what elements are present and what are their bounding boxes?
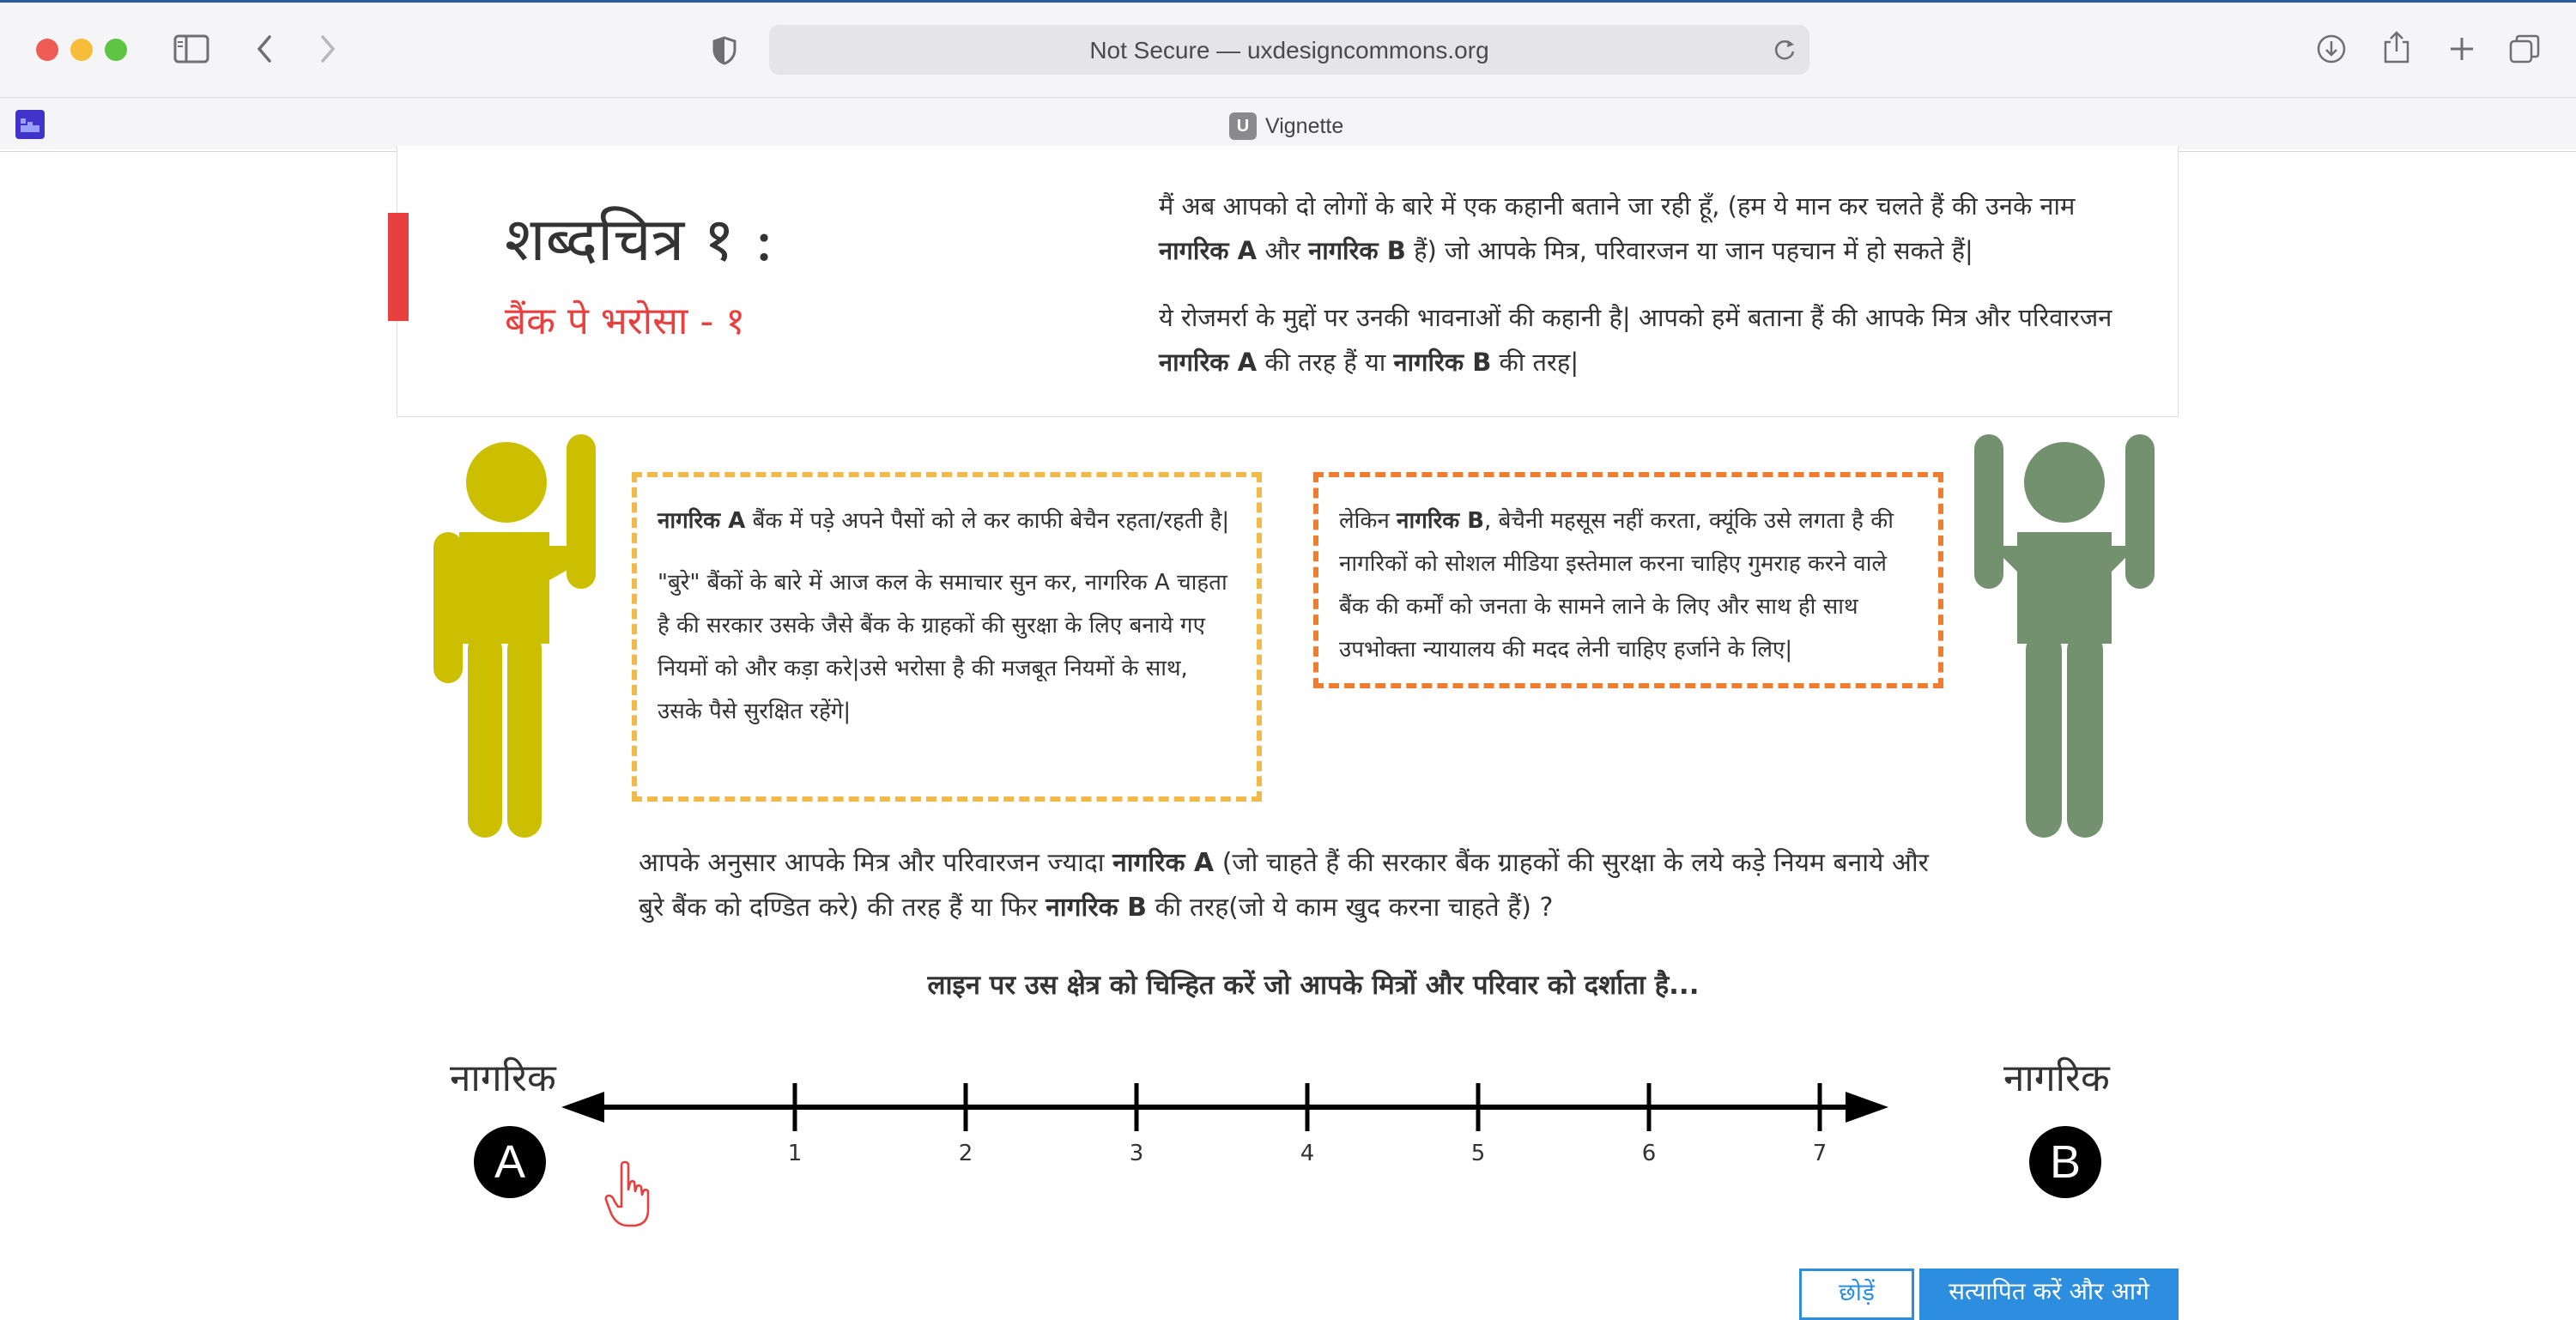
intro-paragraph-1 [1159, 184, 2146, 273]
close-window-button[interactable] [36, 39, 58, 61]
citizen-b-name: नागरिक B [1397, 508, 1485, 534]
intro-text: हैं) जो आपके मित्र, परिवारजन या जान पहचान में हो सकते हैं| [1405, 236, 1973, 265]
hand-pointer-cursor-icon [603, 1160, 654, 1229]
accent-bar [388, 213, 409, 321]
site-favicon-icon: U [1229, 112, 1257, 140]
intro-citizen-a: नागरिक A [1159, 236, 1258, 265]
scale-tick-label: 7 [1812, 1141, 1827, 1166]
zoom-window-button[interactable] [105, 39, 127, 61]
citizen-a-badge: A [474, 1126, 546, 1198]
vignette-subtitle: बैंक पे भरोसा - १ [505, 300, 746, 343]
scale-tick-label: 6 [1641, 1141, 1657, 1166]
intro-citizen-a: नागरिक A [1159, 348, 1258, 377]
intro-citizen-b: नागरिक B [1308, 236, 1406, 265]
skip-button[interactable]: छोड़ें [1799, 1269, 1914, 1320]
citizen-b-badge: B [2029, 1126, 2101, 1198]
address-bar[interactable] [769, 25, 1809, 75]
minimize-window-button[interactable] [70, 39, 93, 61]
new-tab-icon[interactable] [2445, 32, 2479, 66]
citizen-a-paragraph-1 [658, 500, 1236, 542]
question-text [639, 841, 1961, 930]
citizen-a-text: बैंक में पड़े अपने पैसों को ले कर काफी बेचैन रहता/रहती है| [745, 508, 1230, 534]
question-citizen-a: नागरिक A [1112, 848, 1215, 878]
citizen-a-name: नागरिक A [658, 508, 746, 534]
citizen-a-paragraph-2: "बुरे" बैंकों के बारे में आज कल के समाचार सुन कर, नागरिक A चाहता है की सरकार उसके जैसे बैंक के ग्राहकों की सुरक्षा के लिए बनाये गए नियमों को और कड़ा करे|उसे भरोसा है की मजबूत नियमों के साथ, उसके पैसे सुरक्षित रहेंगे| [658, 570, 1227, 724]
privacy-shield-icon[interactable] [709, 33, 740, 68]
scale-tick-label: 5 [1470, 1141, 1486, 1166]
intro-citizen-b: नागरिक B [1393, 348, 1492, 377]
scale-tick-label: 2 [958, 1141, 973, 1166]
verify-and-next-button[interactable]: सत्यापित करें और आगे [1919, 1269, 2179, 1320]
citizen-b-text: लेकिन [1339, 508, 1397, 534]
scale-right-label: नागरिक [2003, 1057, 2110, 1100]
citizen-b-text: , बेचैनी महसूस नहीं करता, क्यूंकि उसे लगता है की नागरिकों को सोशल मीडिया इस्तेमाल करना चाहिए गुमराह करने वाले बैंक की कर्मों को जनता के सामने लाने के लिए और साथ ही साथ उपभोक्ता न्यायालय की मदद लेनी चाहिए हर्जाने के लिए| [1339, 508, 1894, 663]
scale-left-label: नागरिक [450, 1057, 556, 1100]
intro-text: की तरह| [1491, 348, 1579, 377]
pinned-tab-icon[interactable] [15, 110, 45, 139]
sidebar-toggle-icon[interactable] [172, 32, 211, 66]
intro-text: मैं अब आपको दो लोगों के बारे में एक कहानी बताने जा रही हूँ, (हम ये मान कर चलते हैं की उनके नाम [1159, 191, 2076, 221]
tab-overview-icon[interactable] [2506, 32, 2543, 66]
question-part: की तरह(जो ये काम खुद करना चाहते हैं) ? [1146, 893, 1554, 923]
intro-text: की तरह हैं या [1257, 348, 1394, 377]
browser-toolbar [0, 0, 2576, 149]
scale-tick-label: 1 [787, 1141, 803, 1166]
intro-text: ये रोजमर्रा के मुद्दों पर उनकी भावनाओं की कहानी है| आपको हमें बताना हैं की आपके मित्र और परिवारजन [1159, 303, 2112, 332]
intro-paragraph-2 [1159, 295, 2146, 384]
intro-text: और [1257, 236, 1309, 265]
tab-bar [0, 97, 2576, 152]
downloads-icon[interactable] [2314, 32, 2349, 66]
back-icon[interactable] [249, 32, 280, 66]
question-part: (जो चाहते हैं की सरकार बैंक ग्राहकों की सुरक्षा के लये कड़े नियम बनाये और बुरे बैंक को दण्डित करे) की तरह हैं या फिर [639, 848, 1929, 923]
citizen-a-description [632, 472, 1262, 802]
citizen-a-figure-icon [421, 434, 601, 838]
tab-title-text: Vignette [1265, 113, 1344, 138]
address-text: Not Secure — uxdesigncommons.org [1089, 37, 1489, 64]
vignette-intro [1159, 184, 2146, 407]
scale-instruction: लाइन पर उस क्षेत्र को चिन्हित करें जो आपके मित्रों और परिवार को दर्शाता है... [927, 970, 1700, 1001]
tab-vignette[interactable] [1229, 112, 1343, 141]
reload-icon[interactable] [1772, 37, 1797, 63]
scale-left-arrow-icon [561, 1092, 604, 1123]
scale-tick-label: 3 [1129, 1141, 1144, 1166]
question-citizen-b: नागरिक B [1046, 893, 1147, 923]
forward-icon[interactable] [312, 32, 343, 66]
question-part: आपके अनुसार आपके मित्र और परिवारजन ज्यादा [639, 848, 1113, 878]
citizen-b-description [1313, 472, 1943, 688]
share-icon[interactable] [2379, 28, 2414, 66]
scale-tick-label: 4 [1300, 1141, 1315, 1166]
vignette-title: शब्दचित्र १ : [505, 204, 774, 275]
citizen-b-figure-icon [1974, 434, 2155, 838]
